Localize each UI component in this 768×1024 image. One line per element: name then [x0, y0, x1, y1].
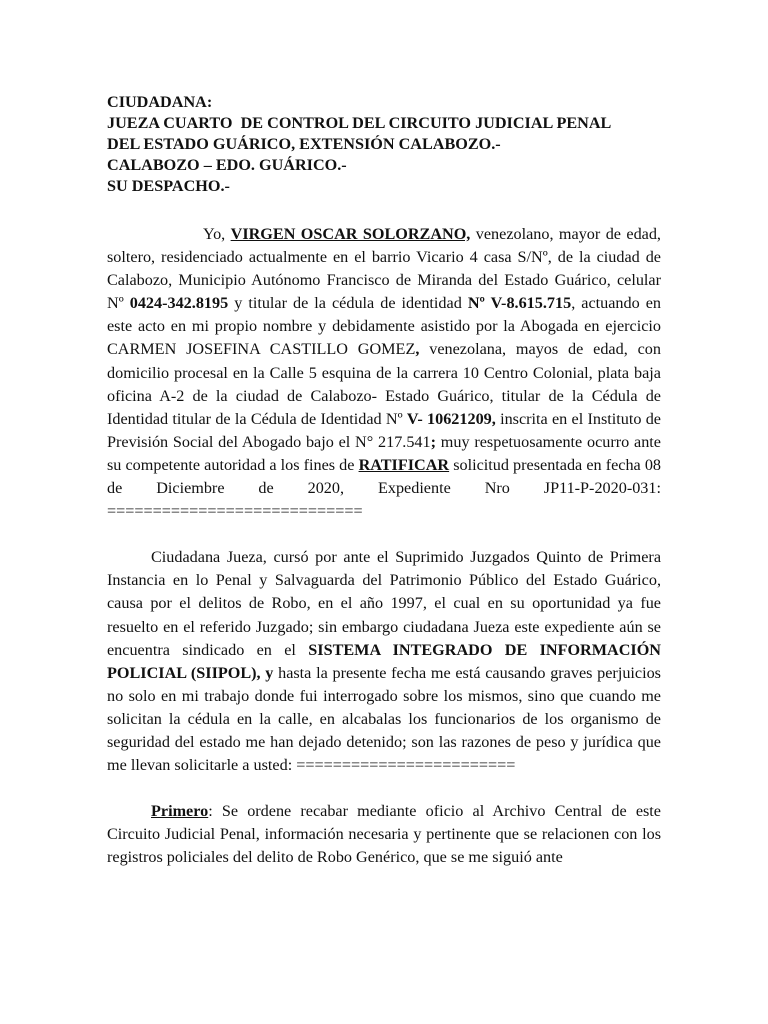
siipol-system: SISTEMA INTEGRADO DE INFORMACIÓN POLICIAL (SIIPOL), y: [107, 640, 661, 682]
bold-comma: ,: [415, 340, 420, 359]
bold-semicolon: ;: [430, 432, 437, 451]
petitioner-name: VIRGEN OSCAR SOLORZANO,: [230, 225, 471, 243]
primero-keyword: Primero: [151, 802, 209, 821]
document-page: [107, 92, 661, 869]
text: , actuando en este acto en mi propio nombre y debidamente asistido por la Abogada en ejercicio CARMEN JOSEFINA CASTILLO GOMEZ: [107, 294, 661, 359]
ratificar-keyword: RATIFICAR: [358, 455, 450, 474]
text: inscrita en el Instituto de Previsión Social del Abogado bajo el N° 217.541: [107, 409, 661, 451]
header-state: DEL ESTADO GUÁRICO, EXTENSIÓN CALABOZO.-: [107, 135, 501, 153]
text: venezolana, mayos de edad, con domicilio procesal en la Calle 5 esquina de la carrera 10 Centro Colonial, plata baja oficina A-2 de la ciudad de Calabozo- Estado Guárico, titular de la Cédula de Identidad titular de la Cédula de Identidad Nº: [107, 340, 661, 428]
text: muy respetuosamente ocurro ante su competente autoridad a los fines de: [107, 432, 661, 474]
paragraph-introduction: [107, 223, 661, 523]
paragraph-first-request: [107, 800, 661, 869]
header-court: JUEZA CUARTO DE CONTROL DEL CIRCUITO JUDICIAL PENAL: [107, 114, 612, 132]
id-number: Nº V-8.615.715: [467, 294, 572, 313]
header-recipient: CIUDADANA:: [107, 93, 213, 111]
text: solicitud presentada en fecha 08 de Diciembre de 2020, Expediente Nro JP11-P-2020-031: ============================: [107, 455, 662, 521]
lawyer-id-number: V- 10621209,: [406, 409, 496, 428]
text: : Se ordene recabar mediante oficio al Archivo Central de este Circuito Judicial Penal, información necesaria y pertinente que se relacionen con los registros policiales del delito de Robo Genérico, que se me siguió ante: [107, 802, 661, 867]
paragraph-case-description: [107, 546, 661, 777]
text: Ciudadana Jueza, cursó por ante el Suprimido Juzgados Quinto de Primera Instancia en lo Penal y Salvaguarda del Patrimonio Público del Estado Guárico, causa por el delitos de Robo, en el año 1997, el cual en su oportunidad ya fue resuelto en el referido Juzgado; sin embargo ciudadana Jueza este expediente aún se encuentra sindicado en el: [107, 548, 661, 659]
text: hasta la presente fecha me está causando graves perjuicios no solo en mi trabajo donde fui interrogado sobre los mismos, sino que cuando me solicitan la cédula en la calle, en alcabalas los funcionarios de los organismo de seguridad del estado me han dejado detenido; son las razones de peso y jurídica que me llevan solicitarle a usted: ========================: [107, 663, 661, 775]
phone-number: 0424-342.8195: [129, 294, 229, 313]
text: venezolano, mayor de edad, soltero, residenciado actualmente en el barrio Vicario 4 casa S/Nº, de la ciudad de Calabozo, Municipio Autónomo Francisco de Miranda del Estado Guárico, celular Nº: [107, 225, 661, 313]
text: y titular de la cédula de identidad: [228, 294, 468, 313]
header-office: SU DESPACHO.-: [107, 177, 230, 195]
text: Yo,: [203, 225, 231, 243]
header-city: CALABOZO – EDO. GUÁRICO.-: [107, 156, 347, 174]
